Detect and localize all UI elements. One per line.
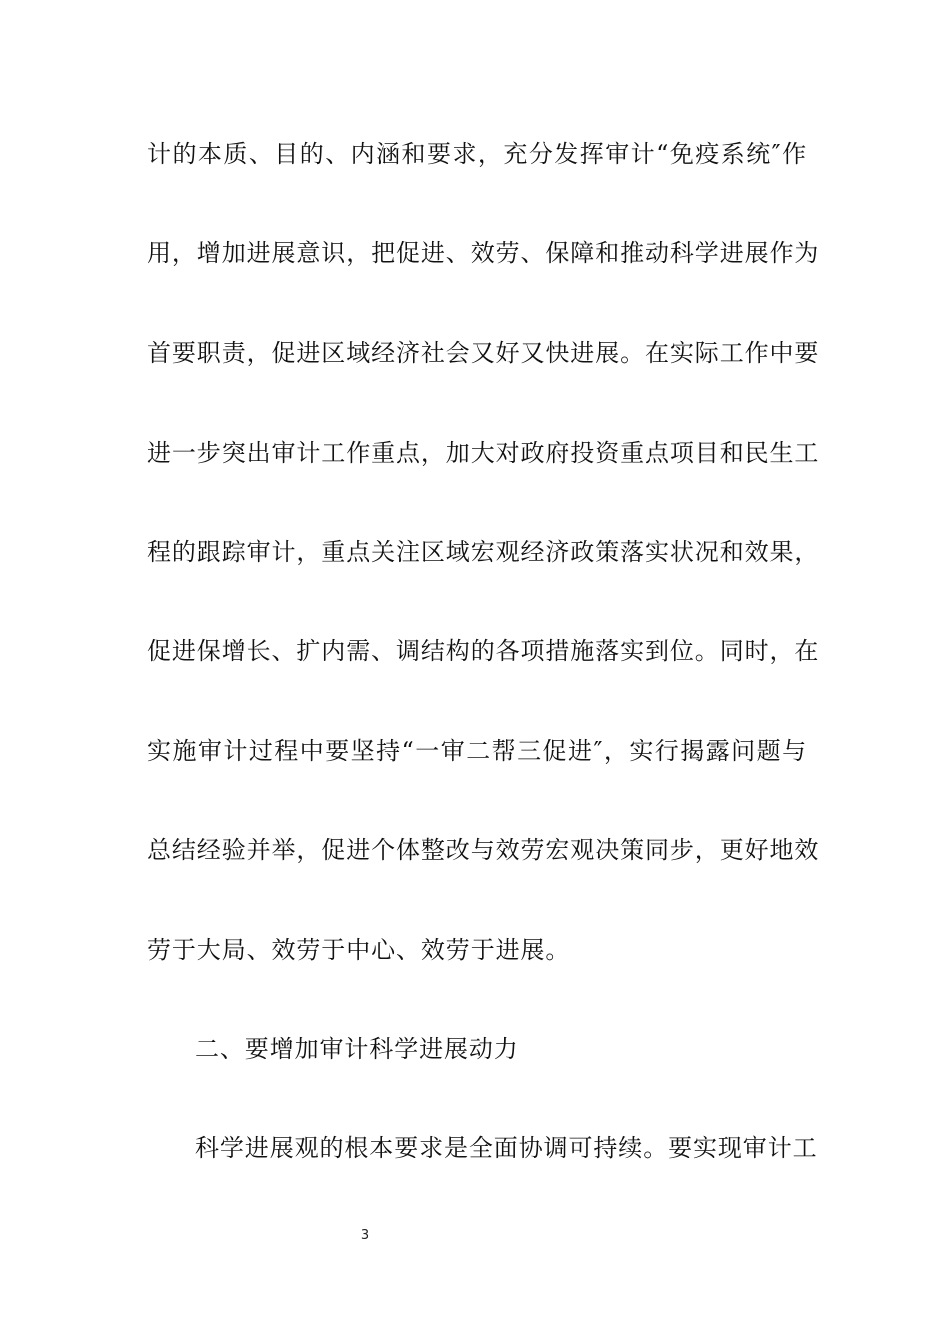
- body-text-line-7: 实施审计过程中要坚持“一审二帮三促进″，实行揭露问题与: [147, 737, 807, 765]
- body-text-line-3: 首要职责，促进区域经济社会又好又快进展。在实际工作中要: [147, 339, 820, 367]
- body-text-line-2: 用，增加进展意识，把促进、效劳、保障和推动科学进展作为: [147, 239, 820, 267]
- body-text-line-5: 程的跟踪审计，重点关注区域宏观经济政策落实状况和效果，: [147, 538, 820, 566]
- body-text-line-6: 促进保增长、扩内需、调结构的各项措施落实到位。同时，在: [147, 637, 820, 665]
- body-text-line-4: 进一步突出审计工作重点，加大对政府投资重点项目和民生工: [147, 439, 820, 467]
- body-text-line-9: 劳于大局、效劳于中心、效劳于进展。: [147, 936, 571, 964]
- body-text-line-8: 总结经验并举，促进个体整改与效劳宏观决策同步，更好地效: [147, 836, 820, 864]
- next-paragraph-first-line: 科学进展观的根本要求是全面协调可持续。要实现审计工: [195, 1134, 818, 1162]
- section-heading: 二、要增加审计科学进展动力: [195, 1035, 519, 1063]
- page-number: 3: [360, 1228, 370, 1243]
- body-text-line-1: 计的本质、目的、内涵和要求，充分发挥审计“免疫系统″作: [147, 140, 807, 168]
